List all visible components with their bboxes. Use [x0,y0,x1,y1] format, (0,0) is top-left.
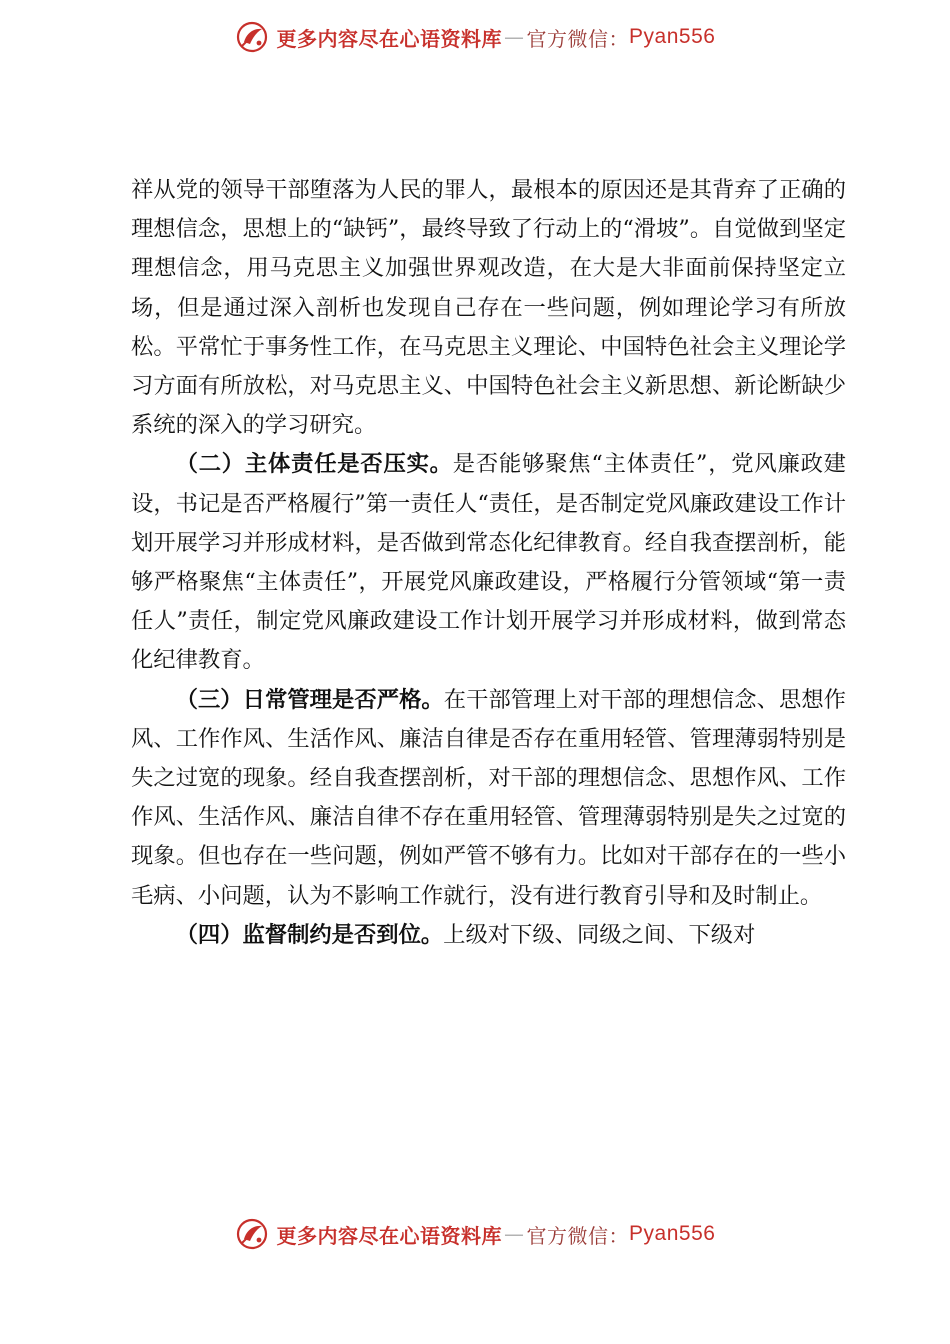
paragraph-3 [131,681,846,916]
logo-icon [235,1217,269,1251]
footer-wechat-label: 官方微信： [526,1223,630,1248]
section-3-heading: （三）日常管理是否严格。 [175,686,444,713]
paragraph-1 [131,171,846,445]
header-wechat-id: Pyan556 [629,25,716,48]
paragraph-2-text: 是否能够聚焦“主体责任”，党风廉政建设，书记是否严格履行”第一责任人“责任，是否制定党风廉政建设工作计划开展学习并形成材料，是否做到常态化纪律教育。经自我查摆剖析，能够严格聚焦“主体责任”，开展党风廉政建设，严格履行分管领域“第一责任人”责任，制定党风廉政建设工作计划开展学习并形成材料，做到常态化纪律教育。 [131,451,846,674]
paragraph-3-text: 在干部管理上对干部的理想信念、思想作风、工作作风、生活作风、廉洁自律是否存在重用轻管、管理薄弱特别是失之过宽的现象。经自我查摆剖析，对干部的理想信念、思想作风、工作作风、生活作风、廉洁自律不存在重用轻管、管理薄弱特别是失之过宽的现象。但也存在一些问题，例如严管不够有力。比如对干部存在的一些小毛病、小问题，认为不影响工作就行，没有进行教育引导和及时制止。 [131,686,846,909]
footer-banner [0,1212,950,1256]
paragraph-1-text: 祥从党的领导干部堕落为人民的罪人，最根本的原因还是其背弃了正确的理想信念，思想上的“缺钙”，最终导致了行动上的“滑坡”。自觉做到坚定理想信念，用马克思主义加强世界观改造，在大是大非面前保持坚定立场，但是通过深入剖析也发现自己存在一些问题，例如理论学习有所放松。平常忙于事务性工作，在马克思主义理论、中国特色社会主义理论学习方面有所放松，对马克思主义、中国特色社会主义新思想、新论断缺少系统的深入的学习研究。 [131,177,846,439]
header-separator: — [504,25,525,49]
paragraph-4-text: 上级对下级、同级之间、下级对 [443,921,756,948]
footer-wechat-id: Pyan556 [629,1222,716,1245]
header-wechat-label: 官方微信： [526,26,630,51]
footer-site-name: 更多内容尽在心语资料库 [276,1223,503,1248]
header-banner [0,15,950,59]
header-site-name: 更多内容尽在心语资料库 [276,26,503,51]
paragraph-4 [131,916,846,955]
document-body [131,171,846,955]
footer-separator: — [504,1222,525,1246]
logo-icon [235,20,269,54]
paragraph-2 [131,445,846,680]
section-2-heading: （二）主体责任是否压实。 [175,451,453,478]
section-4-heading: （四）监督制约是否到位。 [175,921,444,948]
